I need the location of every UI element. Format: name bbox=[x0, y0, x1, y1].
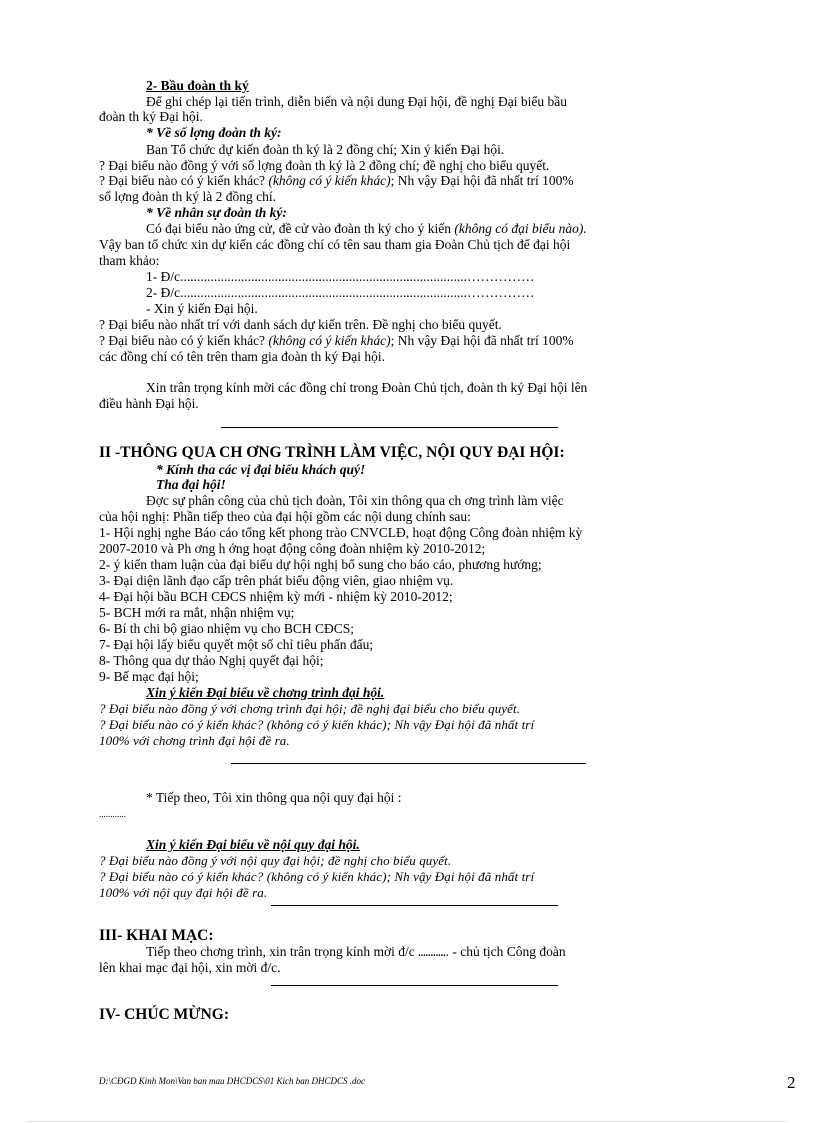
dots: ............ bbox=[99, 809, 126, 819]
divider bbox=[221, 427, 558, 428]
page-edge bbox=[28, 1121, 788, 1122]
agenda-item: 8- Thông qua dự thảo Nghị quyết đại hội; bbox=[99, 653, 324, 668]
text: ; Nh vậy Đại hội đã nhất trí 100% bbox=[390, 333, 574, 348]
question-line: 100% với nội quy đại hội đề ra. bbox=[99, 885, 268, 900]
paragraph: điều hành Đại hội. bbox=[99, 396, 199, 411]
paragraph: lên khai mạc đại hội, xin mời đ/c. bbox=[99, 960, 281, 975]
agenda-item: 9- Bế mạc đại hội; bbox=[99, 669, 199, 684]
candidate-line: 2- Đ/c.....................................................................................…………… bbox=[146, 285, 535, 300]
question-line: ? Đại biểu nào đồng ý với nội quy đại hội; đề nghị cho biểu quyết. bbox=[99, 853, 452, 868]
agenda-item: 5- BCH mới ra mắt, nhận nhiệm vụ; bbox=[99, 605, 295, 620]
agenda-item: 3- Đại diện lãnh đạo cấp trên phát biểu động viên, giao nhiệm vụ. bbox=[99, 573, 454, 588]
divider bbox=[271, 985, 558, 986]
section-2-title: 2- Bầu đoàn th ký bbox=[146, 78, 249, 93]
italic-text: (không có ý kiến khác) bbox=[268, 173, 391, 188]
section-iii-title: III- KHAI MẠC: bbox=[99, 927, 214, 944]
italic-text: (không có ý kiến khác) bbox=[268, 333, 391, 348]
paragraph: Để ghi chép lại tiến trình, diễn biến và nội dung Đại hội, đề nghị Đại biểu bầu bbox=[146, 94, 568, 109]
paragraph bbox=[99, 173, 739, 189]
paragraph: đoàn th ký Đại hội. bbox=[99, 109, 203, 124]
section-iv-title: IV- CHÚC MỪNG: bbox=[99, 1006, 230, 1023]
agenda-item: 4- Đại hội bầu BCH CĐCS nhiệm kỳ mới - nhiệm kỳ 2010-2012; bbox=[99, 589, 453, 604]
footer-file-path: D:\CĐGD Kinh Mon\Van ban mau DHCDCS\01 Kich ban DHCDCS .doc bbox=[99, 1076, 366, 1086]
text: Có đại biểu nào ứng cử, đề cử vào đoàn th ký cho ý kiến bbox=[146, 221, 455, 236]
greeting: Tha đại hội! bbox=[156, 477, 226, 492]
greeting: * Kính tha các vị đại biểu khách quý! bbox=[156, 462, 366, 477]
text: Tiếp theo chơng trình, xin trân trọng kính mời đ/c bbox=[146, 944, 419, 959]
paragraph: của hội nghị: Phần tiếp theo của đại hội gồm các nội dung chính sau: bbox=[99, 509, 471, 524]
paragraph: Vậy ban tổ chức xin dự kiến các đồng chí có tên sau tham gia Đoàn Chủ tịch để đại hội bbox=[99, 237, 571, 252]
request-opinion: Xin ý kiến Đại biểu về nội quy đại hội. bbox=[146, 837, 360, 852]
paragraph: ? Đại biểu nào nhất trí với danh sách dự kiến trên. Đề nghị cho biểu quyết. bbox=[99, 317, 502, 332]
request-opinion: Xin ý kiến Đại biểu về chơng trình đại hội. bbox=[146, 685, 385, 700]
agenda-item: 2- ý kiến tham luận của đại biểu dự hội nghị bổ sung cho báo cáo, phương hướng; bbox=[99, 557, 542, 572]
paragraph: tham khảo: bbox=[99, 253, 160, 268]
paragraph: số lợng đoàn th ký là 2 đồng chí. bbox=[99, 189, 276, 204]
subheading: * Về số lợng đoàn th ký: bbox=[146, 125, 282, 140]
paragraph: các đồng chí có tên trên tham gia đoàn th ký Đại hội. bbox=[99, 349, 386, 364]
paragraph: Đợc sự phân công của chủ tịch đoàn, Tôi xin thông qua ch ơng trình làm việc bbox=[146, 493, 564, 508]
text: ; Nh vậy Đại hội đã nhất trí 100% bbox=[390, 173, 574, 188]
question-line: ? Đại biểu nào có ý kiến khác? (không có ý kiến khác); Nh vậy Đại hội đã nhất trí bbox=[99, 869, 535, 884]
agenda-item: 7- Đại hội lấy biểu quyết một số chỉ tiêu phấn đấu; bbox=[99, 637, 374, 652]
blank-dots: ........... bbox=[418, 948, 446, 959]
agenda-item: 2007-2010 và Ph ơng h ớng hoạt động công đoàn nhiệm kỳ 2010-2012; bbox=[99, 541, 486, 556]
paragraph: ? Đại biểu nào đồng ý với số lợng đoàn th ký là 2 đồng chí; đề nghị cho biểu quyết. bbox=[99, 158, 550, 173]
divider bbox=[231, 763, 586, 764]
text: . - chủ tịch Công đoàn bbox=[445, 944, 566, 959]
question-line: ? Đại biểu nào đồng ý với chơng trình đại hội; đề nghị đại biểu cho biểu quyết. bbox=[99, 701, 521, 716]
paragraph: Xin trân trọng kính mời các đồng chí trong Đoàn Chủ tịch, đoàn th ký Đại hội lên bbox=[146, 380, 588, 395]
italic-text: (không có đại biểu nào). bbox=[454, 221, 587, 236]
paragraph: * Tiếp theo, Tôi xin thông qua nội quy đại hội : bbox=[146, 790, 402, 805]
question-line: 100% với chơng trình đại hội đề ra. bbox=[99, 733, 290, 748]
divider bbox=[271, 905, 558, 906]
agenda-item: 6- Bí th chi bộ giao nhiệm vụ cho BCH CĐCS; bbox=[99, 621, 354, 636]
section-ii-title: II -THÔNG QUA CH ƠNG TRÌNH LÀM VIỆC, NỘI QUY ĐẠI HỘI: bbox=[99, 444, 565, 461]
paragraph bbox=[146, 221, 786, 237]
subheading: * Về nhân sự đoàn th ký: bbox=[146, 205, 287, 220]
paragraph bbox=[99, 333, 739, 349]
page-number: 2 bbox=[787, 1073, 796, 1092]
agenda-item: 1- Hội nghị nghe Báo cáo tổng kết phong trào CNVCLĐ, hoạt động Công đoàn nhiệm kỳ bbox=[99, 525, 583, 540]
paragraph: - Xin ý kiến Đại hội. bbox=[146, 301, 258, 316]
candidate-line: 1- Đ/c.....................................................................................…………… bbox=[146, 269, 535, 284]
text: ? Đại biểu nào có ý kiến khác? bbox=[99, 173, 269, 188]
question-line: ? Đại biểu nào có ý kiến khác? (không có ý kiến khác); Nh vậy Đại hội đã nhất trí bbox=[99, 717, 535, 732]
text: ? Đại biểu nào có ý kiến khác? bbox=[99, 333, 269, 348]
paragraph: Ban Tổ chức dự kiến đoàn th ký là 2 đồng chí; Xin ý kiến Đại hội. bbox=[146, 142, 505, 157]
